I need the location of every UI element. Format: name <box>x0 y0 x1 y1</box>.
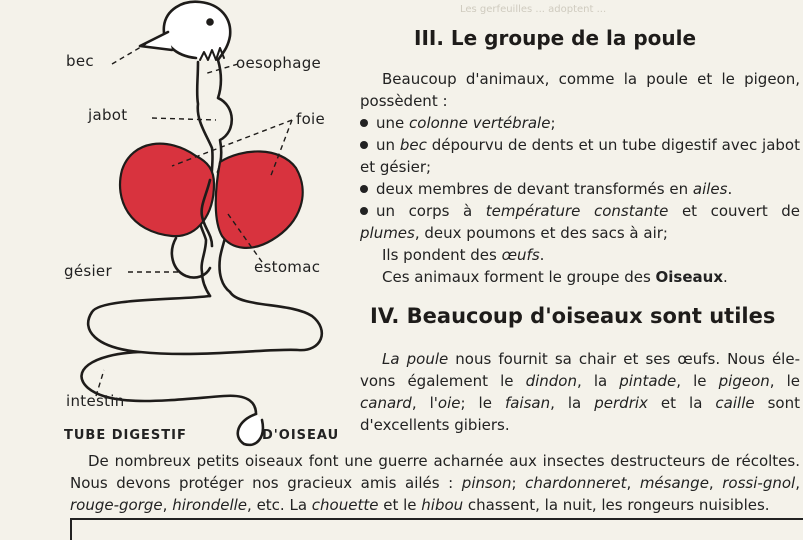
bullet-wings: deux membres de devant transformés en ailes. <box>360 178 800 200</box>
label-gesier: gésier <box>64 262 112 280</box>
bullet-beak: un bec dépourvu de dents et un tube digestif avec jabot et gésier; <box>360 136 800 176</box>
bullet-body: un corps à température constante et couvert de plumes, deux poumons et des sacs à air; <box>360 202 801 242</box>
bottom-frame-border <box>70 518 803 540</box>
label-foie: foie <box>296 110 326 128</box>
section-4-title: IV. Beaucoup d'oiseaux sont utiles <box>370 304 776 328</box>
cloaca-outline <box>238 414 263 445</box>
section-3-body <box>360 68 800 288</box>
bullet-dot <box>360 141 368 149</box>
bleed-through-text: Les gerfeuilles ... adoptent ... <box>460 4 607 15</box>
section-4-paragraph-1: La poule nous fournit sa chair et ses œufs. Nous éle-vons également le dindon, la pintade, le pigeon, le canard, l'oie; le faisan, la perdrix et la caille sont d'excellents gibiers. <box>360 350 800 434</box>
bullet-dot <box>360 119 368 127</box>
section-3-intro: Beaucoup d'animaux, comme la poule et le pigeon, possèdent : <box>360 70 800 110</box>
section-3-title: III. Le groupe de la poule <box>414 26 697 50</box>
beak-outline <box>140 32 172 50</box>
bullet-dot <box>360 185 368 193</box>
label-intestin: intestin <box>66 392 125 410</box>
caption-doiseau: D'OISEAU <box>262 428 340 443</box>
label-jabot: jabot <box>88 106 128 124</box>
eye-dot <box>208 20 213 25</box>
liver-left-lobe <box>120 144 214 236</box>
label-estomac: estomac <box>254 258 321 276</box>
liver-right-lobe <box>216 151 303 247</box>
label-bec: bec <box>66 52 94 70</box>
bullet-vertebral: une colonne vertébrale; <box>360 112 800 134</box>
group-line: Ces animaux forment le groupe des Oiseaux. <box>382 268 728 286</box>
section-4-paragraph-2: De nombreux petits oiseaux font une guerre acharnée aux insectes destructeurs de récoltes. Nous devons protéger nos gracieux amis ailés : pinson; chardonneret, mésange, rossi-gnol, rouge-gorge, hirondelle, etc. La chouette et le hibou chassent, la nuit, les rongeurs nuisibles. <box>70 452 800 514</box>
bullet-dot <box>360 207 368 215</box>
leader-jabot <box>152 118 216 120</box>
digestive-tract-diagram <box>0 0 360 448</box>
caption-tube-digestif: TUBE DIGESTIF <box>64 428 187 443</box>
crop-jabot <box>218 60 232 172</box>
eggs-line: Ils pondent des œufs. <box>382 246 545 264</box>
label-oesophage: oesophage <box>236 54 322 72</box>
